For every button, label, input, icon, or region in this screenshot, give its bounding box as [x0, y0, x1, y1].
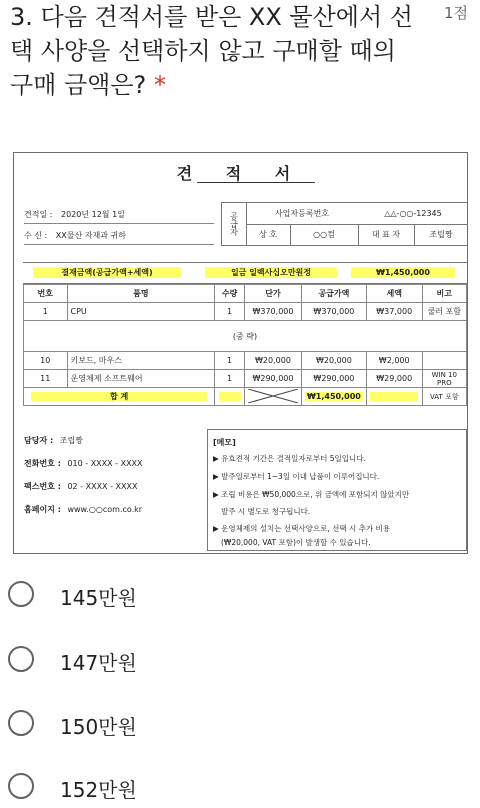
- option-150[interactable]: [8, 709, 308, 745]
- manager-value: 조립짱: [59, 436, 83, 445]
- radio-button[interactable]: [8, 710, 34, 736]
- cell-supply: ₩370,000: [301, 303, 366, 321]
- column-header: 품명: [67, 285, 215, 303]
- payment-amount: ₩1,450,000: [351, 267, 455, 278]
- cell-price: ₩290,000: [244, 370, 301, 388]
- web-line: [24, 504, 142, 515]
- memo-line: ▶ 조립 비용은 ₩50,000으로, 위 금액에 포함되지 않았지만: [213, 490, 410, 499]
- memo-line: ▶ 발주일로부터 1~3일 이내 납품이 이루어집니다.: [213, 472, 380, 481]
- date-label: 견적일 :: [24, 210, 53, 219]
- question-text: 3. 다음 견적서를 받은 XX 물산에서 선택 사양을 선택하지 않고 구매할 때의 구매 금액은?: [10, 3, 413, 99]
- date-value: 2020년 12월 1일: [60, 210, 125, 219]
- column-header: 번호: [24, 285, 68, 303]
- recipient: [24, 230, 126, 241]
- required-asterisk: *: [153, 71, 166, 99]
- phone-line: [24, 458, 143, 469]
- items-table: [23, 284, 467, 406]
- total-price-cell: [244, 388, 301, 406]
- cell-qty: 1: [215, 303, 245, 321]
- memo-line: 발주 시 별도로 청구됩니다.: [221, 507, 311, 516]
- points-label: 1점: [443, 4, 468, 22]
- total-qty-cell: [215, 388, 245, 406]
- memo-box: [207, 429, 467, 551]
- column-header: 비고: [422, 285, 466, 303]
- divider: [24, 223, 214, 224]
- cell-no: 10: [24, 352, 68, 370]
- cell-price: ₩370,000: [244, 303, 301, 321]
- payment-label: 결재금액(공급가액+세액): [33, 267, 181, 278]
- company-value: ○○컴: [313, 230, 335, 239]
- cell-no: 1: [24, 303, 68, 321]
- total-supply: ₩1,450,000: [306, 392, 361, 401]
- title-underline: [197, 182, 315, 183]
- reg-value: △△-○○-12345: [384, 209, 442, 218]
- radio-button[interactable]: [8, 581, 34, 607]
- cell-note: WIN 10 PRO: [422, 370, 466, 388]
- total-label-cell: [24, 388, 215, 406]
- option-147[interactable]: [8, 645, 308, 681]
- cell-supply: ₩20,000: [301, 352, 366, 370]
- manager-line: [24, 435, 83, 446]
- phone-value: 010 - XXXX - XXXX: [67, 459, 143, 468]
- quotation-image: [13, 152, 468, 554]
- column-header: 수량: [215, 285, 245, 303]
- question-title: [10, 0, 420, 102]
- web-label: 홈페이지 :: [24, 505, 61, 514]
- fax-line: [24, 481, 137, 492]
- table-row-omitted: [24, 321, 467, 352]
- cell-price: ₩20,000: [244, 352, 301, 370]
- total-label: 합 계: [31, 392, 207, 401]
- recipient-label: 수 신 :: [24, 231, 48, 240]
- option-label[interactable]: 150만원: [60, 715, 137, 739]
- memo-title: [메모]: [213, 438, 236, 447]
- option-152[interactable]: [8, 772, 308, 808]
- quote-date: [24, 209, 125, 220]
- table-row: [24, 303, 467, 321]
- cell-note: [422, 352, 466, 370]
- cell-tax: ₩29,000: [366, 370, 422, 388]
- fax-label: 팩스번호 :: [24, 482, 61, 491]
- omitted-note: (중 략): [24, 321, 467, 352]
- cell-name: CPU: [67, 303, 215, 321]
- phone-label: 전화번호 :: [24, 459, 61, 468]
- cell-qty: 1: [215, 370, 245, 388]
- memo-line: ▶ 유효견적 기간은 결적일자로부터 5일입니다.: [213, 454, 366, 463]
- manager-label: 담당자 :: [24, 436, 54, 445]
- option-label[interactable]: 147만원: [60, 651, 137, 675]
- supplier-box: [221, 202, 468, 246]
- payment-summary: [23, 262, 467, 284]
- rep-label: 대 표 자: [371, 230, 401, 239]
- cell-qty: 1: [215, 352, 245, 370]
- payment-words: 일금 일백사십오만원정: [205, 267, 337, 278]
- web-value: www.○○com.co.kr: [67, 505, 143, 514]
- column-header: 세액: [366, 285, 422, 303]
- rep-value: 조립짱: [429, 230, 453, 239]
- cell-name: 운영체제 소프트웨어: [67, 370, 215, 388]
- highlight-bar: [219, 392, 241, 401]
- divider: [24, 244, 214, 245]
- total-tax-cell: [366, 388, 422, 406]
- cell-note: 쿨러 포함: [422, 303, 466, 321]
- quotation-title: 견 적 서: [176, 164, 305, 183]
- company-label: 상 호: [259, 230, 277, 239]
- total-row: [24, 388, 467, 406]
- fax-value: 02 - XXXX - XXXX: [67, 482, 138, 491]
- memo-line: ▶ 운영체제의 설치는 선택사양으로, 선택 시 추가 비용: [213, 524, 390, 533]
- option-label[interactable]: 152만원: [60, 778, 137, 802]
- cell-tax: ₩37,000: [366, 303, 422, 321]
- cell-name: 키보드, 마우스: [67, 352, 215, 370]
- column-header: 공급가액: [301, 285, 366, 303]
- total-note: VAT 포함: [422, 388, 466, 406]
- crossed-out-mark: [248, 389, 298, 403]
- total-supply-cell: [301, 388, 366, 406]
- memo-line: (₩20,000, VAT 포함)이 발생할 수 있습니다.: [221, 538, 371, 547]
- radio-button[interactable]: [8, 646, 34, 672]
- recipient-value: XX물산 자재과 귀하: [55, 231, 126, 240]
- cell-no: 11: [24, 370, 68, 388]
- supplier-header: 공급자: [222, 203, 247, 245]
- option-145[interactable]: [8, 580, 308, 616]
- column-header: 단가: [244, 285, 301, 303]
- cell-tax: ₩2,000: [366, 352, 422, 370]
- table-row: [24, 370, 467, 388]
- table-header-row: [24, 285, 467, 303]
- highlight-bar: [370, 392, 418, 401]
- option-label[interactable]: 145만원: [60, 586, 137, 610]
- table-row: [24, 352, 467, 370]
- reg-label: 사업자등록번호: [274, 209, 330, 218]
- cell-supply: ₩290,000: [301, 370, 366, 388]
- radio-button[interactable]: [8, 773, 34, 799]
